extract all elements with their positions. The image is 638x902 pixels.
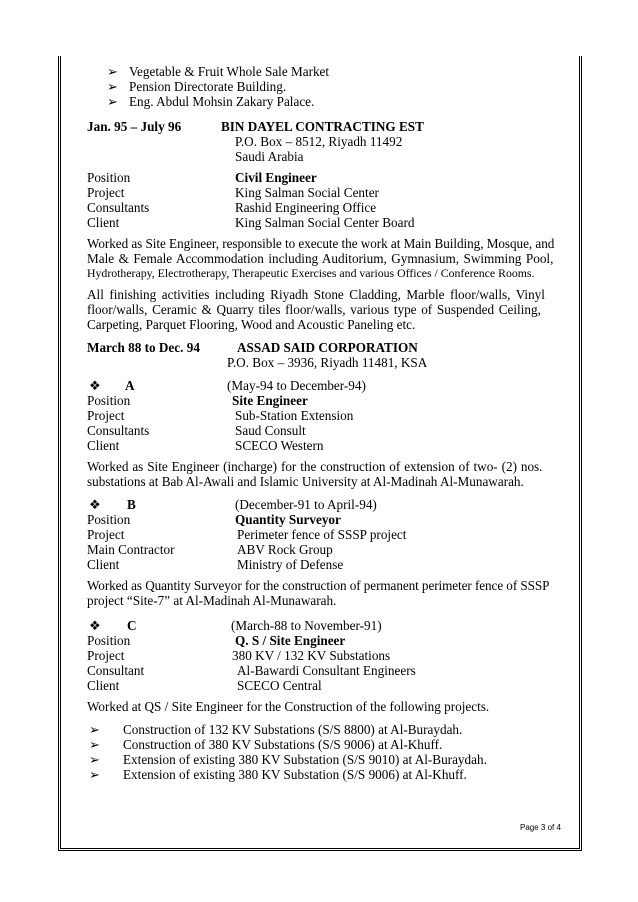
detail-label: Position: [87, 393, 131, 408]
detail-value: Quantity Surveyor: [235, 512, 341, 527]
detail-value: SCECO Central: [237, 678, 322, 693]
list-item-text: Vegetable & Fruit Whole Sale Market: [129, 64, 330, 79]
paragraph-line: Worked as Site Engineer, responsible to execute the work at Main Building, Mosque, and: [87, 236, 555, 251]
company-address: P.O. Box – 8512, Riyadh 11492: [235, 134, 403, 149]
detail-value: Sub-Station Extension: [235, 408, 354, 423]
company-address: P.O. Box – 3936, Riyadh 11481, KSA: [227, 355, 428, 370]
section-letter: B: [127, 497, 136, 512]
job-dates: March 88 to Dec. 94: [87, 340, 200, 355]
detail-row: [87, 633, 545, 648]
detail-label: Position: [87, 633, 131, 648]
detail-value: Q. S / Site Engineer: [235, 633, 346, 648]
detail-label: Project: [87, 185, 125, 200]
detail-label: Client: [87, 557, 120, 572]
detail-value: Civil Engineer: [235, 170, 317, 185]
page-number: Page 3 of 4: [520, 823, 561, 832]
detail-label: Client: [87, 438, 120, 453]
detail-value: 380 KV / 132 KV Substations: [232, 648, 391, 663]
list-item: [107, 94, 545, 109]
detail-value: ABV Rock Group: [237, 542, 333, 557]
detail-row: [87, 423, 545, 438]
detail-label: Consultant: [87, 663, 145, 678]
section-period: (December-91 to April-94): [235, 497, 377, 512]
detail-row: [87, 393, 545, 408]
diamond-bullet-icon: ❖: [89, 618, 101, 633]
job-header: [87, 340, 545, 355]
section-letter: A: [125, 378, 135, 393]
document-body: [87, 64, 555, 782]
diamond-bullet-icon: ❖: [89, 378, 101, 393]
section-period: (May-94 to December-94): [227, 378, 366, 393]
arrow-bullet-icon: ➢: [89, 722, 101, 737]
arrow-bullet-icon: ➢: [89, 767, 101, 782]
detail-row: [87, 557, 545, 572]
detail-row: [87, 663, 545, 678]
list-item: [87, 767, 545, 782]
detail-label: Project: [87, 408, 125, 423]
detail-row: [87, 215, 545, 230]
detail-row: [87, 678, 545, 693]
detail-row: [87, 170, 545, 185]
detail-label: Client: [87, 215, 120, 230]
arrow-bullet-icon: ➢: [89, 737, 101, 752]
detail-value: Saud Consult: [235, 423, 306, 438]
detail-row: [87, 648, 545, 663]
arrow-bullet-icon: ➢: [89, 752, 101, 767]
job-dates: Jan. 95 – July 96: [87, 119, 182, 134]
paragraph-line: Male & Female Accommodation including Auditorium, Gymnasium, Swimming Pool,: [87, 251, 554, 266]
detail-row: [87, 512, 545, 527]
paragraph-line: Carpeting, Parquet Flooring, Wood and Acoustic Paneling etc.: [87, 317, 416, 332]
detail-label: Project: [87, 648, 125, 663]
detail-row: [87, 542, 545, 557]
list-item-text: Construction of 132 KV Substations (S/S 8800) at Al-Buraydah.: [123, 722, 463, 737]
job-header: [87, 119, 545, 134]
paragraph-line: floor/walls, Ceramic & Quarry tiles floor/walls, various type of Suspended Ceiling,: [87, 302, 541, 317]
detail-value: King Salman Social Center: [235, 185, 379, 200]
detail-label: Position: [87, 512, 131, 527]
list-item-text: Extension of existing 380 KV Substation (S/S 9006) at Al-Khuff.: [123, 767, 467, 782]
paragraph-line: Worked at QS / Site Engineer for the Construction of the following projects.: [87, 699, 490, 714]
detail-label: Consultants: [87, 423, 150, 438]
list-item: [107, 79, 545, 94]
section-letter: C: [127, 618, 137, 633]
detail-row: [87, 438, 545, 453]
arrow-bullet-icon: ➢: [107, 79, 119, 94]
arrow-bullet-icon: ➢: [107, 94, 119, 109]
detail-row: [87, 200, 545, 215]
detail-value: SCECO Western: [235, 438, 324, 453]
detail-row: [87, 185, 545, 200]
paragraph-line: All finishing activities including Riyadh Stone Cladding, Marble floor/walls, Vinyl: [87, 287, 545, 302]
detail-label: Position: [87, 170, 131, 185]
section-header: [87, 618, 545, 633]
section-period: (March-88 to November-91): [231, 618, 382, 633]
company-country: Saudi Arabia: [235, 149, 304, 164]
detail-label: Main Contractor: [87, 542, 175, 557]
detail-value: Site Engineer: [232, 393, 308, 408]
list-item-text: Eng. Abdul Mohsin Zakary Palace.: [129, 94, 315, 109]
paragraph-line: substations at Bab Al-Awali and Islamic University at Al-Madinah Al-Munawarah.: [87, 474, 524, 489]
detail-value: Rashid Engineering Office: [235, 200, 377, 215]
detail-value: Ministry of Defense: [237, 557, 344, 572]
detail-label: Consultants: [87, 200, 150, 215]
arrow-bullet-icon: ➢: [107, 64, 119, 79]
section-header: [87, 497, 545, 512]
list-item: [87, 752, 545, 767]
detail-label: Project: [87, 527, 125, 542]
company-name: ASSAD SAID CORPORATION: [237, 340, 418, 355]
detail-value: Perimeter fence of SSSP project: [237, 527, 407, 542]
paragraph-line: Worked as Site Engineer (incharge) for the construction of extension of two- (2) nos.: [87, 459, 543, 474]
diamond-bullet-icon: ❖: [89, 497, 101, 512]
detail-row: [87, 527, 545, 542]
list-item-text: Extension of existing 380 KV Substation (S/S 9010) at Al-Buraydah.: [123, 752, 487, 767]
section-header: [87, 378, 545, 393]
detail-value: King Salman Social Center Board: [235, 215, 415, 230]
detail-row: [87, 408, 545, 423]
paragraph-line: Worked as Quantity Surveyor for the construction of permanent perimeter fence of SSSP: [87, 578, 550, 593]
list-item: [107, 64, 545, 79]
detail-value: Al-Bawardi Consultant Engineers: [237, 663, 416, 678]
list-item-text: Pension Directorate Building.: [129, 79, 287, 94]
list-item: [87, 722, 545, 737]
list-item: [87, 737, 545, 752]
list-item-text: Construction of 380 KV Substations (S/S 9006) at Al-Khuff.: [123, 737, 443, 752]
paragraph-line: Hydrotherapy, Electrotherapy, Therapeutic Exercises and various Offices / Conference Rooms.: [87, 266, 535, 280]
paragraph-line: project “Site-7” at Al-Madinah Al-Munawarah.: [87, 593, 337, 608]
detail-label: Client: [87, 678, 120, 693]
company-name: BIN DAYEL CONTRACTING EST: [221, 119, 424, 134]
